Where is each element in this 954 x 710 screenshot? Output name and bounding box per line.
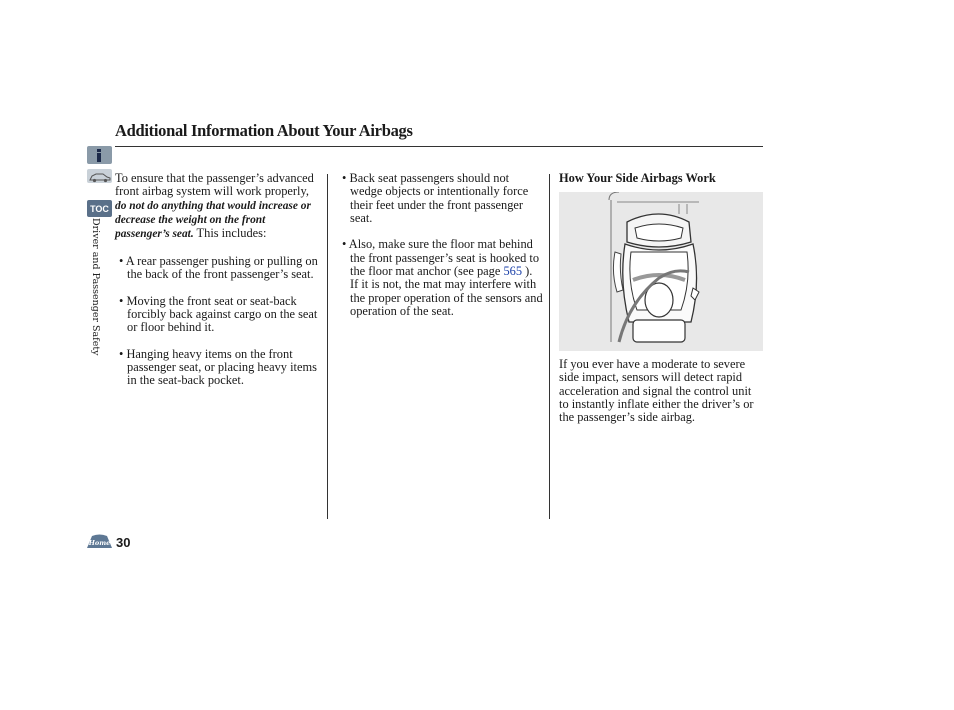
column-3 bbox=[559, 172, 764, 185]
home-button[interactable] bbox=[86, 534, 113, 549]
page-title: Additional Information About Your Airbags bbox=[115, 121, 413, 140]
home-label: Home bbox=[88, 539, 111, 547]
info-icon bbox=[87, 146, 112, 164]
list-item: • Also, make sure the floor mat behind the front passenger’s seat is hooked to the floor mat anchor (see page 565 ). If it is not, the mat may interfere with the proper operation of the sensors and operation of the seat. bbox=[342, 237, 543, 318]
side-airbag-description: If you ever have a moderate to severe side impact, sensors will detect rapid acceleration and signal the control unit to instantly inflate either the driver’s or the passenger’s side airbag. bbox=[559, 357, 754, 425]
title-divider bbox=[115, 146, 763, 147]
column-1 bbox=[115, 172, 320, 401]
column-divider bbox=[549, 174, 550, 519]
intro-paragraph: To ensure that the passenger’s advanced front airbag system will work properly, do not do anything that would increase or decrease the weight on the front passenger’s seat. This includes: bbox=[115, 171, 314, 241]
section-tab bbox=[88, 218, 104, 358]
page-link[interactable]: 565 bbox=[503, 264, 523, 279]
list-item: • Moving the front seat or seat-back forcibly back against cargo on the seat or floor behind it. bbox=[119, 293, 318, 335]
seat-diagram-icon bbox=[559, 192, 763, 351]
intro-emphasis: do not do anything that would increase or decrease the weight on the front passenger’s seat. bbox=[115, 199, 311, 241]
section-heading: How Your Side Airbags Work bbox=[559, 171, 716, 185]
side-airbag-illustration bbox=[559, 192, 763, 351]
list-item: • Hanging heavy items on the front passenger seat, or placing heavy items in the seat-back pocket. bbox=[119, 346, 317, 388]
info-button[interactable] bbox=[87, 146, 112, 164]
vehicle-index-button[interactable] bbox=[87, 169, 112, 183]
toc-button[interactable]: TOC bbox=[87, 200, 112, 217]
car-icon bbox=[87, 170, 112, 184]
list-item: • A rear passenger pushing or pulling on the back of the front passenger’s seat. bbox=[119, 253, 318, 282]
section-tab-label: Driver and Passenger Safety bbox=[90, 218, 101, 356]
column-2 bbox=[340, 172, 543, 332]
page-number: 30 bbox=[116, 535, 131, 550]
list-item: • Back seat passengers should not wedge objects or intentionally force their feet under the front passenger seat. bbox=[342, 171, 529, 225]
column-divider bbox=[327, 174, 328, 519]
home-icon bbox=[86, 534, 113, 549]
